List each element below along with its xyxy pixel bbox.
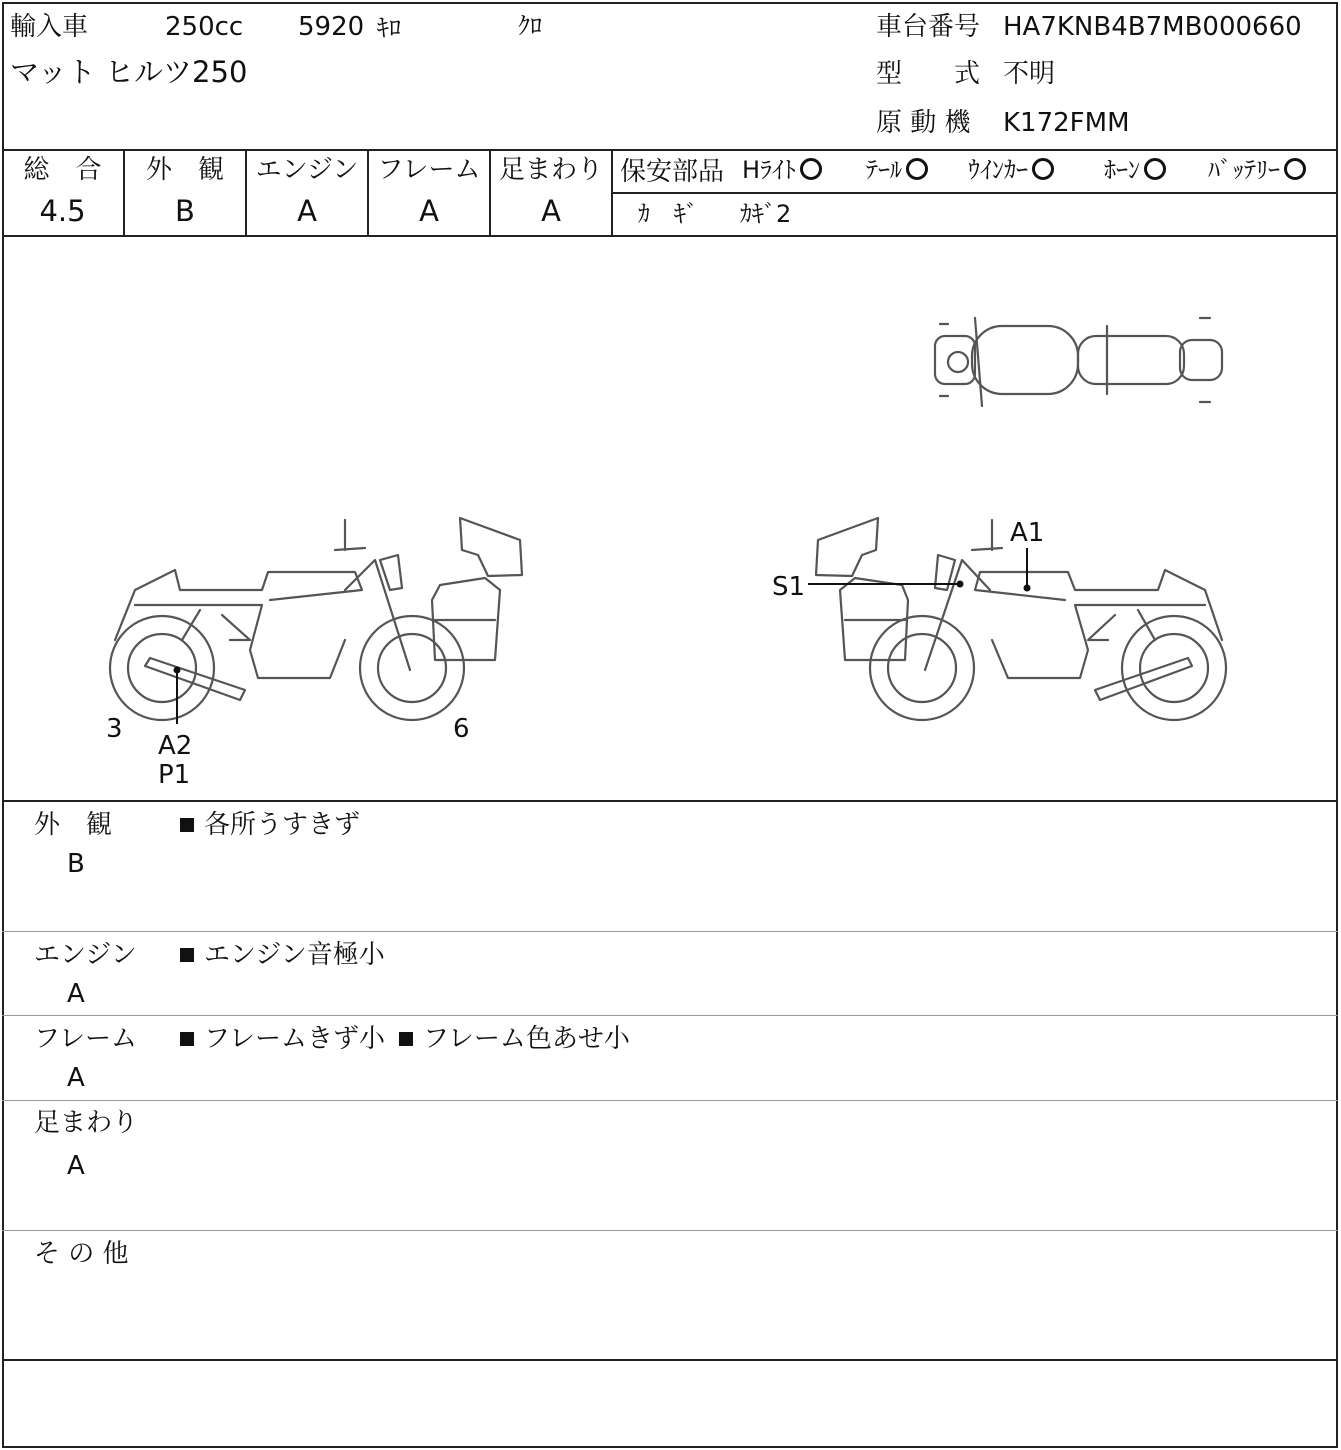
color: ｸﾛ	[518, 12, 542, 40]
remark-engine-grade: A	[67, 979, 85, 1009]
damage-markers	[174, 548, 1031, 724]
model-name: マット ヒルツ250	[10, 55, 248, 89]
type-label: 型 式	[876, 59, 981, 89]
mark-a1: A1	[1010, 518, 1045, 548]
grade-engine-label: エンジン	[255, 155, 359, 185]
remark-frame-grade: A	[67, 1063, 85, 1093]
mark-a2: A2	[158, 731, 193, 761]
remark-engine-note: エンジン音極小	[180, 942, 385, 968]
grade-exterior-value: B	[175, 194, 195, 228]
mileage: 5920	[298, 12, 365, 42]
bullet-icon	[180, 948, 194, 962]
safety-item-tail: ﾃｰﾙ	[866, 158, 928, 182]
mark-s1: S1	[772, 572, 806, 602]
engine-label: 原 動 機	[876, 108, 971, 138]
bullet-icon	[399, 1032, 413, 1046]
mark-front-wheel: 3	[106, 714, 123, 744]
remark-exterior-label: 外 観	[34, 810, 113, 840]
mark-rear-wheel: 6	[453, 714, 470, 744]
remark-exterior-grade: B	[67, 849, 85, 879]
grade-total-value: 4.5	[39, 194, 86, 228]
safety-item-headlight: Hﾗｲﾄ	[742, 158, 822, 182]
right-side-motorcycle	[816, 518, 1226, 720]
grade-exterior-label: 外 観	[145, 155, 224, 185]
category: 輸入車	[10, 12, 89, 42]
frame-no-label: 車台番号	[876, 12, 981, 42]
mark-p1: P1	[158, 760, 191, 790]
mileage-unit: ｷﾛ	[377, 14, 401, 42]
grade-frame-value: A	[419, 194, 439, 228]
grade-suspension-label: 足まわり	[498, 155, 603, 185]
safety-item-battery: ﾊﾞｯﾃﾘｰ	[1208, 158, 1306, 182]
bullet-icon	[180, 818, 194, 832]
safety-item-horn: ﾎｰﾝ	[1104, 158, 1166, 182]
grade-engine-value: A	[297, 194, 317, 228]
remark-suspension-label: 足まわり	[34, 1108, 139, 1138]
displacement: 250cc	[165, 12, 244, 42]
frame-no: HA7KNB4B7MB000660	[1003, 12, 1302, 42]
remark-suspension-grade: A	[67, 1151, 85, 1181]
grade-suspension-value: A	[541, 194, 561, 228]
grade-frame-label: フレーム	[377, 155, 481, 185]
remark-frame-label: フレーム	[34, 1024, 137, 1054]
safety-parts-label: 保安部品	[620, 157, 725, 187]
key-label: ｶ ｷﾞ	[638, 200, 698, 228]
safety-item-winker: ｳｲﾝｶｰ	[968, 158, 1054, 182]
bullet-icon	[180, 1032, 194, 1046]
remark-frame-notes: フレームきず小 フレーム色あせ小	[180, 1026, 630, 1052]
remark-exterior-note: 各所うすきず	[180, 812, 360, 838]
grade-total-label: 総 合	[23, 155, 102, 185]
top-view-motorcycle	[935, 318, 1222, 406]
key-value: ｶｷﾞ2	[740, 200, 792, 228]
remark-engine-label: エンジン	[34, 940, 137, 970]
engine-value: K172FMM	[1003, 108, 1130, 138]
remark-other-label: そ の 他	[34, 1239, 129, 1269]
type-value: 不明	[1003, 59, 1056, 89]
left-side-motorcycle	[110, 518, 522, 720]
